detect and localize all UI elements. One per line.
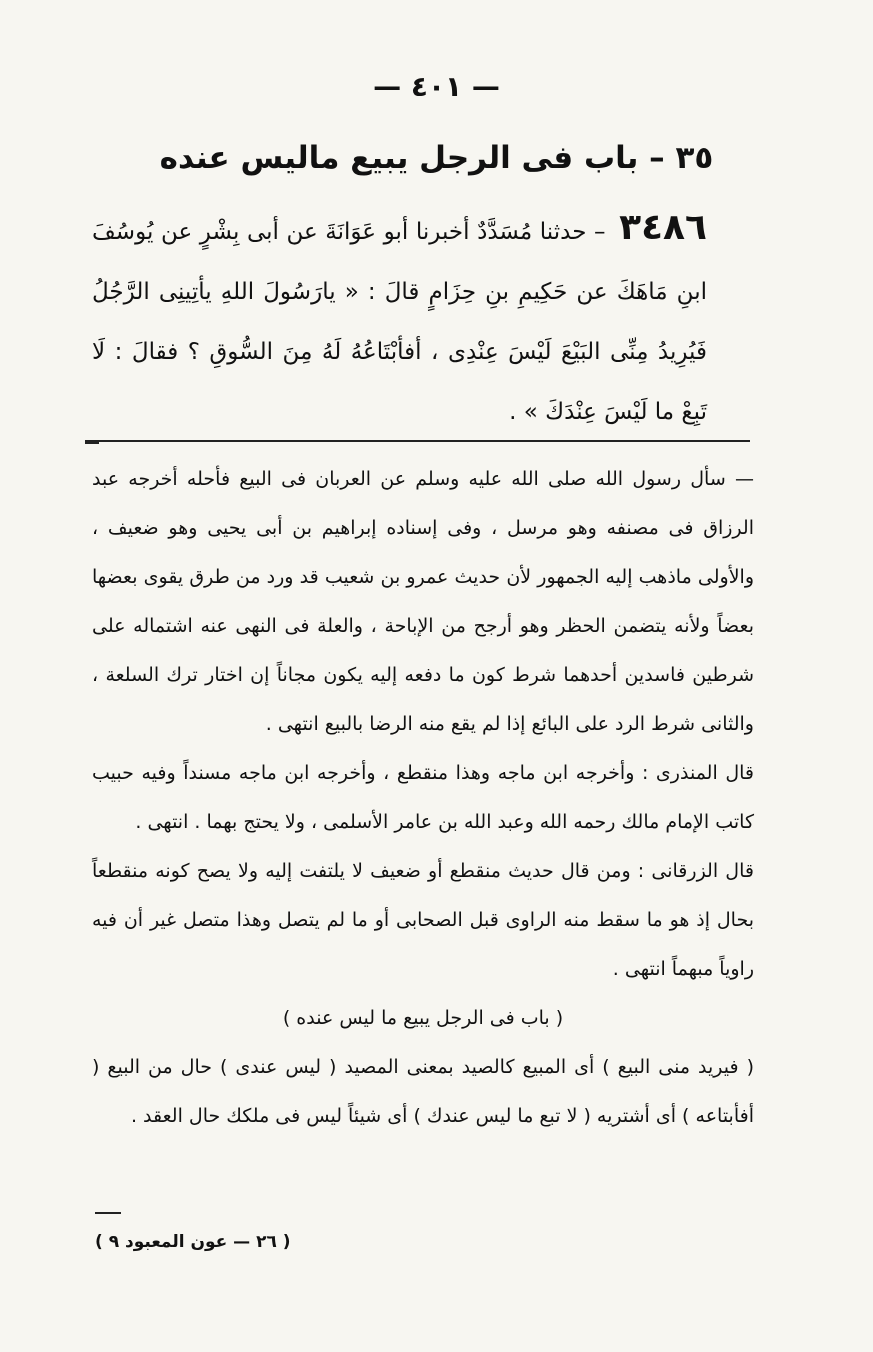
hadith-body: – حدثنا مُسَدَّدٌ أخبرنا أبو عَوَانَةَ عن أبى بِشْرٍ عن يُوسُفَ ابنِ مَاهَكَ عن حَكِيمِ بنِ حِزَامٍ قالَ : « يارَسُولَ اللهِ يأتِينِى الرَّجُلُ فَيُرِيدُ مِنِّى البَيْعَ لَيْسَ عِنْدِى ، أفأبْتَاعُهُ لَهُ مِنَ السُّوقِ ؟ فقالَ : لَا تَبِعْ ما لَيْسَ عِنْدَكَ » . [92, 219, 707, 425]
hadith-number: ٣٤٨٦ [619, 207, 707, 248]
commentary-paragraph-1: — سأل رسول الله صلى الله عليه وسلم عن العربان فى البيع فأحله أخرجه عبد الرزاق فى مصنفه وهو مرسل ، وفى إسناده إبراهيم بن أبى يحيى وهو ضعيف ، والأولى ماذهب إليه الجمهور لأن حديث عمرو بن شعيب قد ورد من طرق يقوى بعضها بعضاً ولأنه يتضمن الحظر وهو أرجح من الإباحة ، والعلة فى النهى عنه اشتماله على شرطين فاسدين أحدهما شرط كون ما دفعه إليه يكون مجاناً إن اختار ترك السلعة ، والثانى شرط الرد على البائع إذا لم يقع منه الرضا بالبيع انتهى . [92, 468, 754, 735]
page-number: — ٤٠١ — [373, 70, 500, 103]
commentary-chapter-heading: ( باب فى الرجل يبيع ما ليس عنده ) [282, 1007, 564, 1029]
hadith-text-block [92, 198, 707, 442]
commentary-paragraph-4: ( فيريد منى البيع ) أى المبيع كالصيد بمعنى المصيد ( ليس عندى ) حال من البيع ( أفأبتاعه ) أى أشتريه ( لا تبع ما ليس عندك ) أى شيئاً ليس فى ملكك حال العقد . [92, 1056, 754, 1127]
commentary-paragraph-2: قال المنذرى : وأخرجه ابن ماجه وهذا منقطع ، وأخرجه ابن ماجه مسنداً وفيه حبيب كاتب الإمام مالك رحمه الله وعبد الله بن عامر الأسلمى ، ولا يحتج بهما . انتهى . [92, 762, 754, 833]
commentary-block [92, 455, 754, 1141]
chapter-title: ٣٥ – باب فى الرجل يبيع ماليس عنده [159, 140, 714, 176]
divider-line [85, 440, 750, 442]
footer-short-rule [95, 1212, 121, 1214]
divider-tick [85, 441, 99, 444]
commentary-paragraph-3: قال الزرقانى : ومن قال حديث منقطع أو ضعيف لا يلتفت إليه ولا يصح كونه منقطعاً بحال إذ هو ما سقط منه الراوى قبل الصحابى أو ما لم يتصل وهذا متصل غير أن فيه راوياً مبهماً انتهى . [92, 860, 754, 980]
footer-signature: ( ٢٦ — عون المعبود ٩ ) [95, 1232, 291, 1252]
